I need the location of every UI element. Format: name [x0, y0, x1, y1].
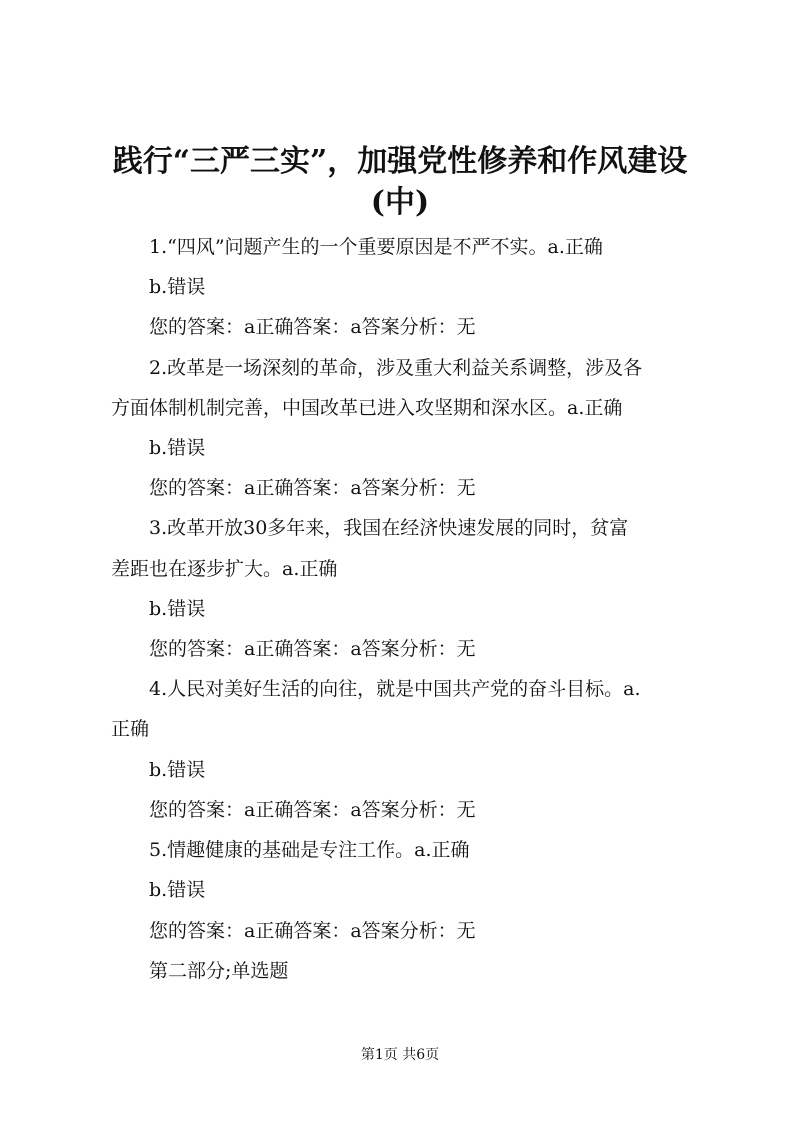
q4-option-b: b.错误 — [149, 759, 206, 781]
q2-text-cont: 方面体制机制完善，中国改革已进入攻坚期和深水区。a.正确 — [111, 397, 623, 419]
q1-option-b: b.错误 — [149, 276, 206, 298]
q3-answer: 您的答案：a正确答案：a答案分析：无 — [149, 638, 476, 660]
q4-text: 4.人民对美好生活的向往，就是中国共产党的奋斗目标。a. — [149, 678, 641, 700]
page-footer: 第1页 共6页 — [360, 1047, 440, 1063]
q5-answer: 您的答案：a正确答案：a答案分析：无 — [149, 920, 476, 942]
q3-option-b: b.错误 — [149, 598, 206, 620]
q3-text: 3.改革开放30多年来，我国在经济快速发展的同时，贫富 — [149, 517, 629, 539]
q1-text: 1.“四风”问题产生的一个重要原因是不严不实。a.正确 — [149, 236, 603, 258]
q2-option-b: b.错误 — [149, 437, 206, 459]
q1-answer: 您的答案：a正确答案：a答案分析：无 — [149, 316, 476, 338]
q2-text: 2.改革是一场深刻的革命，涉及重大利益关系调整，涉及各 — [149, 357, 643, 379]
section-heading: 第二部分;单选题 — [149, 960, 289, 982]
q4-text-cont: 正确 — [111, 718, 150, 740]
q4-answer: 您的答案：a正确答案：a答案分析：无 — [149, 799, 476, 821]
document-title-line-1: 践行“三严三实”，加强党性修养和作风建设 — [112, 144, 688, 179]
q2-answer: 您的答案：a正确答案：a答案分析：无 — [149, 477, 476, 499]
q5-option-b: b.错误 — [149, 879, 206, 901]
document-title-line-2: (中) — [370, 185, 430, 220]
q3-text-cont: 差距也在逐步扩大。a.正确 — [111, 558, 338, 580]
q5-text: 5.情趣健康的基础是专注工作。a.正确 — [149, 839, 470, 861]
